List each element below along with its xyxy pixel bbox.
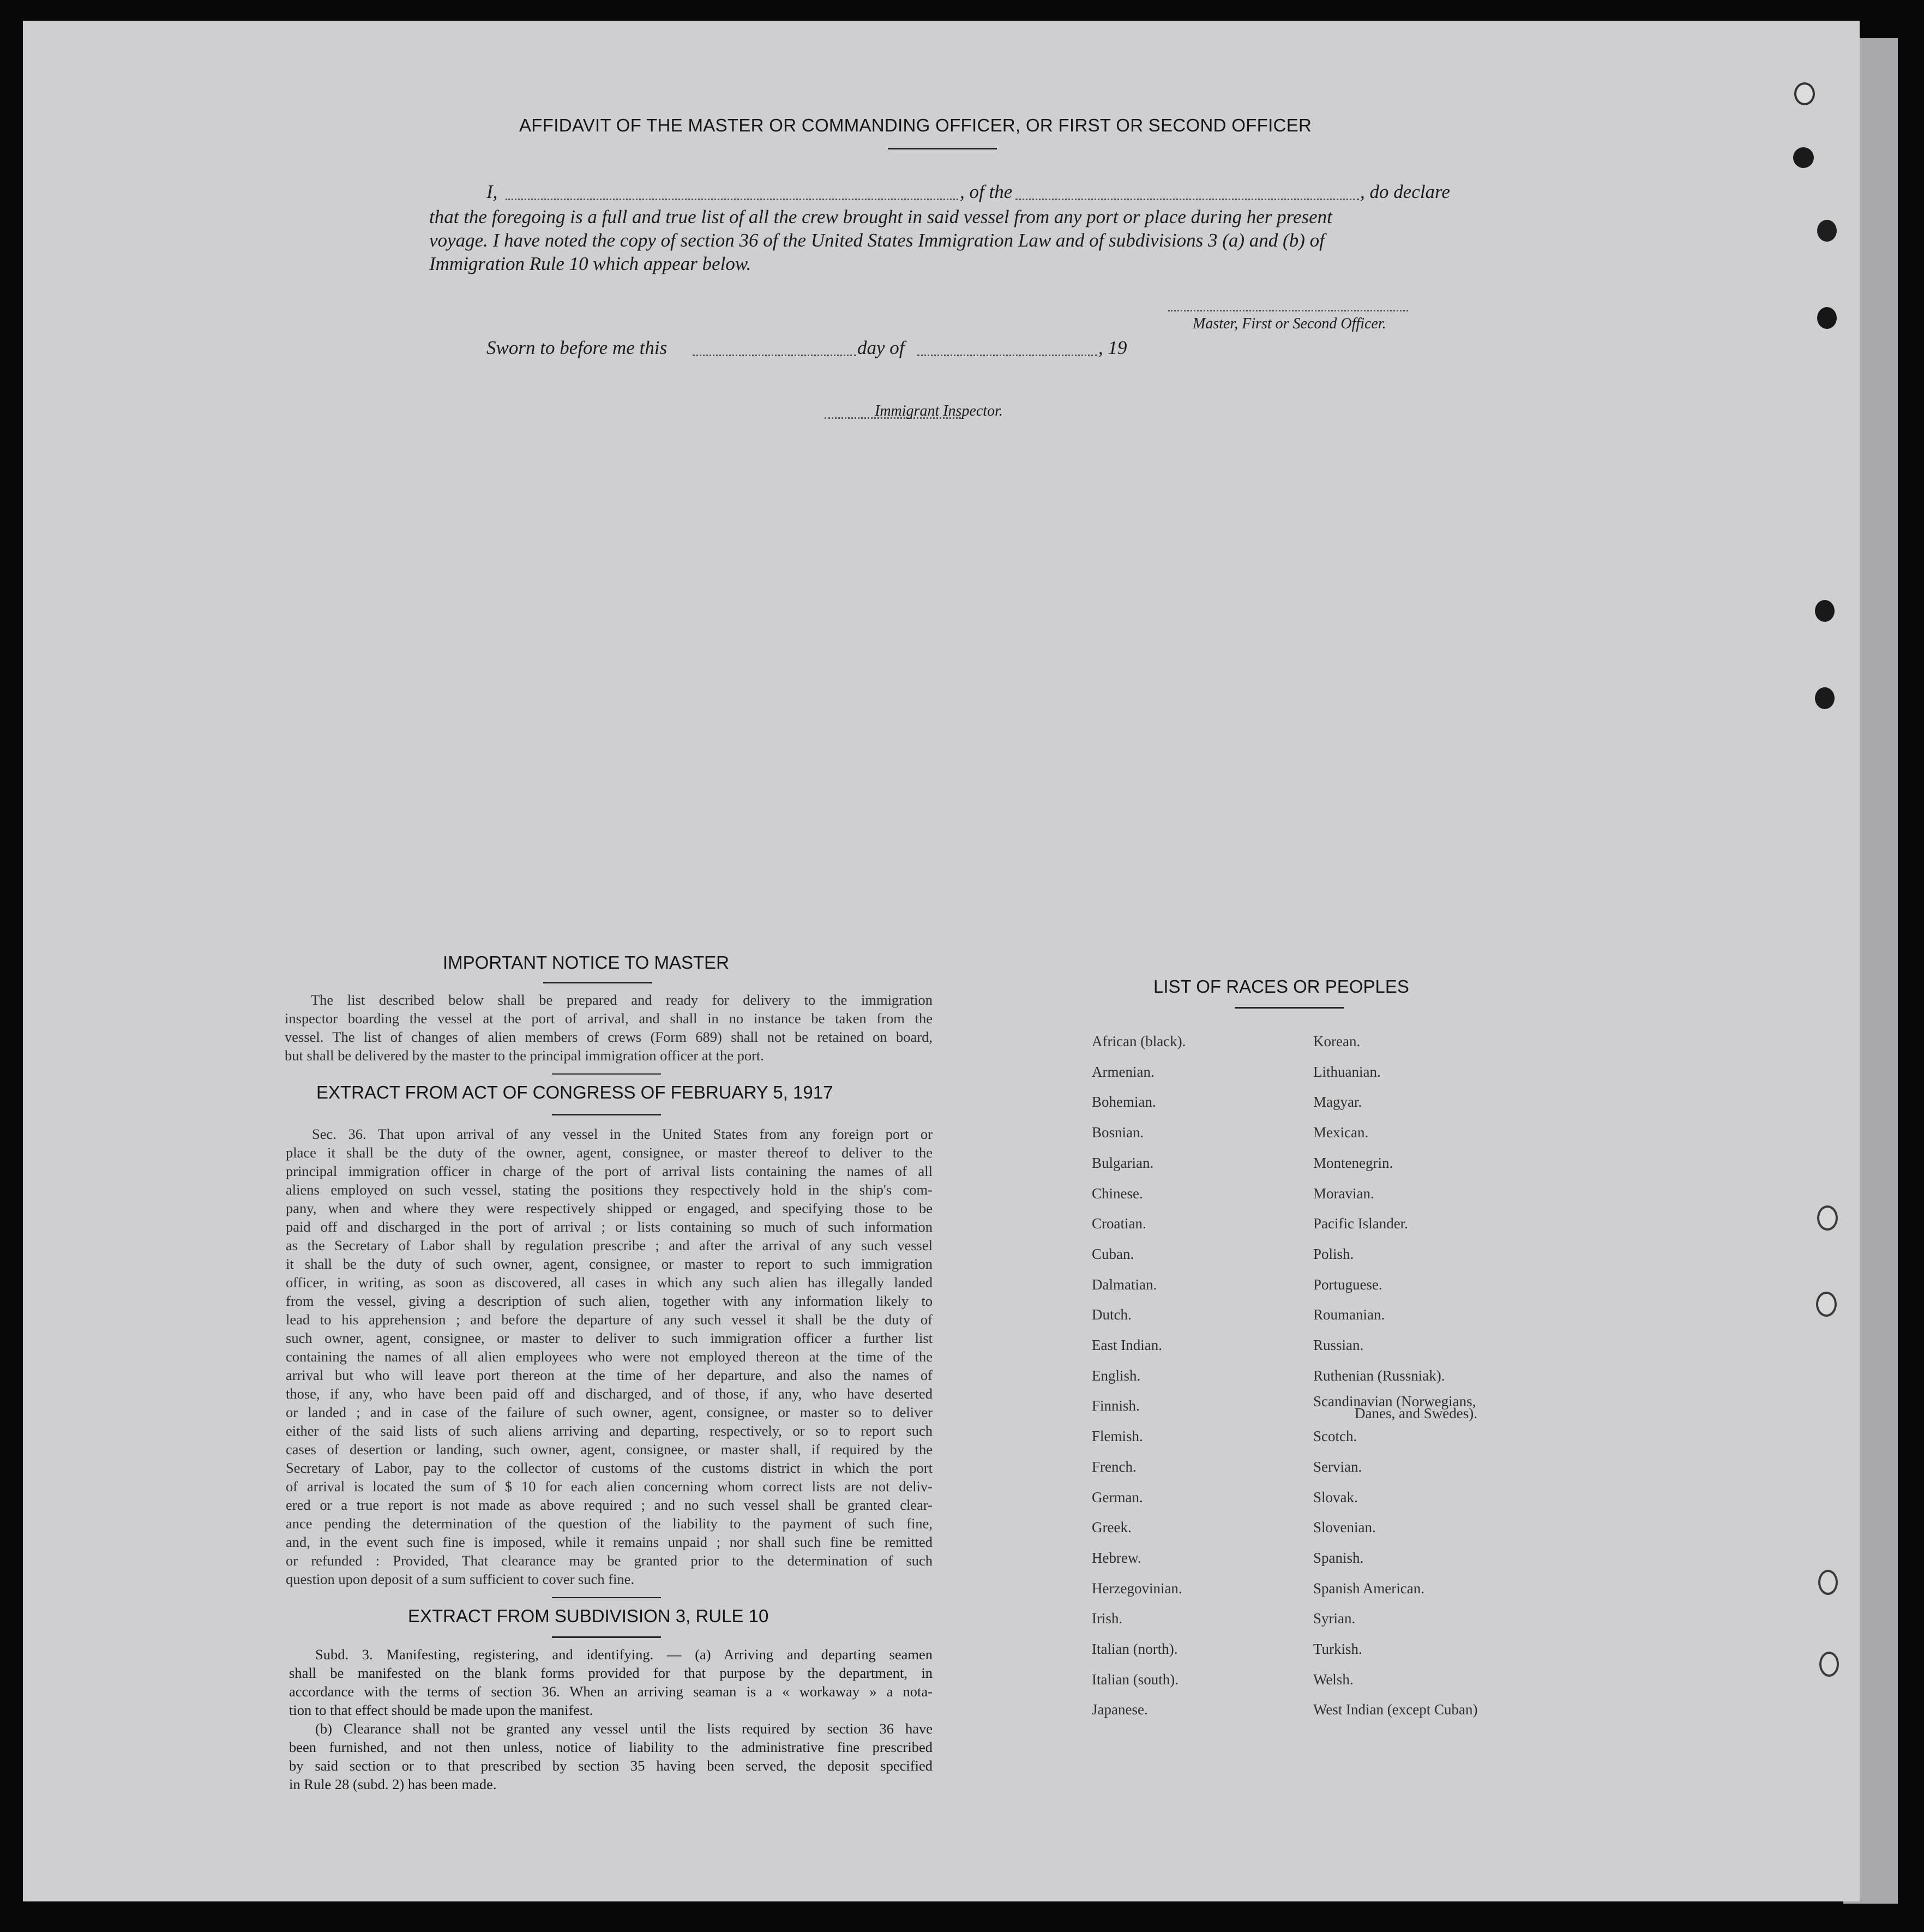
race-item: Pacific Islander. — [1313, 1215, 1408, 1232]
sworn-label: Sworn to before me this — [486, 337, 668, 358]
signature-label: Master, First or Second Officer. — [1193, 315, 1386, 332]
race-item: Lithuanian. — [1313, 1064, 1381, 1080]
affidavit-line-3: voyage. I have noted the copy of section 36 of the United States Immigration Law and of subdivisions 3 (a) and (b) of — [429, 230, 1325, 251]
race-item: Turkish. — [1313, 1641, 1362, 1657]
race-item: Slovak. — [1313, 1489, 1358, 1505]
act-line: Sec. 36. That upon arrival of any vessel in the United States from any foreign port or — [312, 1126, 933, 1142]
race-item: Dutch. — [1092, 1306, 1132, 1323]
race-item: Bohemian. — [1092, 1094, 1156, 1110]
rule-line: by said section or to that prescribed by section 35 having been served, the deposit specified — [289, 1757, 933, 1774]
rule-line: in Rule 28 (subd. 2) has been made. — [289, 1776, 497, 1792]
race-item: Armenian. — [1092, 1064, 1155, 1080]
race-item: Finnish. — [1092, 1397, 1140, 1414]
act-rule — [552, 1114, 661, 1115]
race-item-continuation: Danes, and Swedes). — [1355, 1405, 1477, 1421]
act-paragraph — [286, 1125, 933, 1588]
race-item: Spanish. — [1313, 1550, 1364, 1566]
act-line: and, in the event such fine is imposed, while it remains unpaid ; nor shall such fine be remitted — [286, 1534, 933, 1550]
notice-line: inspector boarding the vessel at the port of arrival, and shall in no instance be taken from the — [285, 1010, 933, 1027]
race-item: Korean. — [1313, 1033, 1361, 1049]
race-item: Hebrew. — [1092, 1550, 1141, 1566]
affidavit-title: AFFIDAVIT OF THE MASTER OR COMMANDING OFFICER, OR FIRST OR SECOND OFFICER — [519, 115, 1312, 135]
race-item: English. — [1092, 1367, 1141, 1384]
race-item: Welsh. — [1313, 1671, 1354, 1688]
race-item: East Indian. — [1092, 1337, 1162, 1353]
notice-line: but shall be delivered by the master to the principal immigration officer at the port. — [285, 1047, 764, 1064]
affidavit-i: I, — [486, 181, 498, 202]
binder-hole — [1817, 307, 1837, 329]
race-item: Italian (north). — [1092, 1641, 1178, 1657]
act-line: principal immigration officer in charge of the port of arrival lists containing the names of all — [286, 1163, 933, 1179]
act-line: officer, in writing, as soon as discovered, all cases in which any such alien has illegally landed — [286, 1274, 933, 1291]
act-title: EXTRACT FROM ACT OF CONGRESS OF FEBRUARY 5, 1917 — [316, 1082, 833, 1102]
notice-line: vessel. The list of changes of alien members of crews (Form 689) shall not be retained on board, — [285, 1029, 933, 1045]
race-item: Bulgarian. — [1092, 1155, 1154, 1171]
race-item: Irish. — [1092, 1610, 1123, 1627]
inspector-label: Immigrant Inspector. — [875, 403, 1003, 419]
rule-title-rule — [552, 1636, 661, 1638]
act-line: ance pending the determination of the question of the liability to the payment of such fine, — [286, 1515, 933, 1532]
act-line: ered or a true report is not made as above required ; and no such vessel shall be granted clear- — [286, 1497, 933, 1513]
race-item: Chinese. — [1092, 1185, 1143, 1202]
act-line: from the vessel, giving a description of such alien, together with any information likely to — [286, 1293, 933, 1309]
day-of-label: day of — [857, 337, 905, 358]
races-rule — [1235, 1007, 1344, 1009]
title-rule — [888, 148, 997, 149]
act-line: either of the said lists of such aliens arriving and departing, respectively, or so to report such — [286, 1423, 933, 1439]
act-line: or landed ; and in case of the failure of such owner, agent, consignee, or master so to deliver — [286, 1404, 933, 1420]
race-item: German. — [1092, 1489, 1143, 1505]
act-line: paid off and discharged in the port of arrival ; or lists containing so much of such information — [286, 1219, 933, 1235]
month-line — [917, 355, 1097, 356]
act-line: pany, when and where they were respectively shipped or engaged, and specifying those to be — [286, 1200, 933, 1216]
race-item: French. — [1092, 1459, 1137, 1475]
binder-hole — [1793, 147, 1814, 168]
act-line: containing the names of all alien employees who were not employed thereon at the time of the — [286, 1348, 933, 1365]
act-line: or refunded : Provided, That clearance may be granted prior to the determination of such — [286, 1552, 933, 1569]
race-item: Portuguese. — [1313, 1276, 1382, 1293]
act-line: question upon deposit of a sum sufficient to cover such fine. — [286, 1571, 635, 1587]
race-item: West Indian (except Cuban) — [1313, 1701, 1478, 1718]
binder-hole — [1817, 220, 1837, 242]
rule-line: shall be manifested on the blank forms provided for that purpose by the department, in — [289, 1665, 933, 1681]
race-item: Greek. — [1092, 1519, 1132, 1535]
notice-paragraph — [285, 991, 933, 1065]
act-line: cases of desertion or landing, such owner, agent, consignee, or master shall, if required by the — [286, 1441, 933, 1457]
race-item: Moravian. — [1313, 1185, 1374, 1202]
document-page — [23, 21, 1860, 1901]
binder-hole — [1815, 600, 1835, 622]
notice-title: IMPORTANT NOTICE TO MASTER — [443, 952, 730, 973]
year-prefix: , 19 — [1098, 337, 1127, 358]
notice-end-rule — [552, 1073, 661, 1075]
race-item: Magyar. — [1313, 1094, 1362, 1110]
race-item: Spanish American. — [1313, 1580, 1424, 1597]
act-end-rule — [552, 1597, 661, 1598]
race-item: Japanese. — [1092, 1701, 1148, 1718]
act-line: of arrival is located the sum of $ 10 for each alien concerning whom correct lists are not deliv- — [286, 1478, 933, 1495]
race-item: Scotch. — [1313, 1428, 1357, 1444]
race-item: Scandinavian (Norwegians, — [1313, 1393, 1476, 1409]
race-item: Croatian. — [1092, 1215, 1146, 1232]
race-item: Italian (south). — [1092, 1671, 1179, 1688]
binder-hole — [1817, 1205, 1838, 1231]
affidavit-line-4: Immigration Rule 10 which appear below. — [429, 253, 751, 274]
race-item: Montenegrin. — [1313, 1155, 1393, 1171]
name-blank-line — [506, 199, 958, 200]
signature-line — [1168, 310, 1408, 311]
rule-title: EXTRACT FROM SUBDIVISION 3, RULE 10 — [408, 1606, 769, 1626]
act-line: it shall be the duty of such owner, agent, consignee, or master to report to such immigration — [286, 1256, 933, 1272]
affidavit-line-2: that the foregoing is a full and true list of all the crew brought in said vessel from any port or place during her present — [429, 206, 1332, 227]
vessel-blank-line — [1015, 199, 1359, 200]
binder-hole — [1819, 1652, 1839, 1677]
race-item: Mexican. — [1313, 1124, 1369, 1141]
race-item: Bosnian. — [1092, 1124, 1144, 1141]
race-item: Flemish. — [1092, 1428, 1143, 1444]
rule-line: (b) Clearance shall not be granted any vessel until the lists required by section 36 have — [315, 1720, 933, 1737]
act-line: aliens employed on such vessel, stating the positions they respectively hold in the ship's com- — [286, 1181, 933, 1198]
sworn-day-line — [693, 355, 856, 356]
rule-line: accordance with the terms of section 36. When an arriving seaman is a « workaway » a nota- — [289, 1683, 933, 1700]
race-item: Cuban. — [1092, 1246, 1134, 1262]
race-item: Polish. — [1313, 1246, 1354, 1262]
notice-rule — [543, 982, 652, 983]
notice-line: The list described below shall be prepared and ready for delivery to the immigration — [311, 992, 933, 1008]
race-item: African (black). — [1092, 1033, 1186, 1049]
race-item: Syrian. — [1313, 1610, 1356, 1627]
race-item: Roumanian. — [1313, 1306, 1385, 1323]
race-item: Slovenian. — [1313, 1519, 1376, 1535]
binder-hole — [1815, 687, 1835, 709]
race-item: Servian. — [1313, 1459, 1362, 1475]
race-item: Dalmatian. — [1092, 1276, 1157, 1293]
rule-paragraph — [289, 1645, 933, 1793]
binder-hole — [1818, 1570, 1838, 1595]
act-line: such owner, agent, consignee, or master to deliver to such immigration officer a further list — [286, 1330, 933, 1346]
race-item: Ruthenian (Russniak). — [1313, 1367, 1445, 1384]
act-line: lead to his apprehension ; and before the departure of any such vessel it shall be the duty of — [286, 1311, 933, 1328]
rule-line: been furnished, and not then unless, notice of liability to the administrative fine prescribed — [289, 1739, 933, 1755]
affidavit-declare: , do declare — [1360, 181, 1450, 202]
affidavit-of-the: , of the — [960, 181, 1013, 202]
act-line: those, if any, who have been paid off and discharged, and of those, if any, who have deserted — [286, 1385, 933, 1402]
race-item: Herzegovinian. — [1092, 1580, 1182, 1597]
races-title: LIST OF RACES OR PEOPLES — [1153, 976, 1409, 997]
rule-line: tion to that effect should be made upon the manifest. — [289, 1702, 593, 1718]
act-line: arrival but who will leave port thereon at the time of her departure, and also the names of — [286, 1367, 933, 1383]
binder-hole — [1794, 82, 1815, 105]
act-line: as the Secretary of Labor shall by regulation prescribe ; and after the arrival of any such vessel — [286, 1237, 933, 1253]
act-line: place it shall be the duty of the owner, agent, consignee, or master thereof to deliver to the — [286, 1144, 933, 1161]
rule-line: Subd. 3. Manifesting, registering, and identifying. — (a) Arriving and departing seamen — [315, 1646, 933, 1663]
race-item: Russian. — [1313, 1337, 1364, 1353]
act-line: Secretary of Labor, pay to the collector of customs of the customs district in which the port — [286, 1460, 933, 1476]
binder-hole — [1816, 1292, 1837, 1317]
